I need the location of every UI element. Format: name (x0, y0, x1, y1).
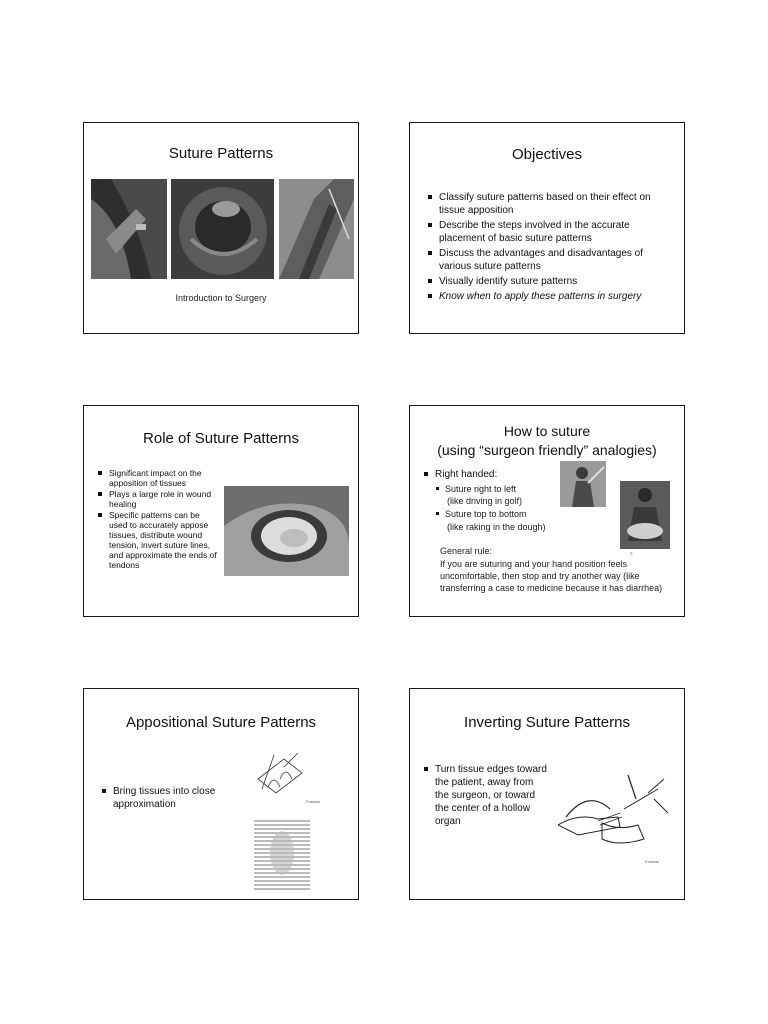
figure-credit: Fossum (645, 859, 660, 864)
sub-list (436, 508, 556, 520)
list-item: Suture right to left (436, 483, 556, 495)
list-item: Turn tissue edges toward the patient, away from the surgeon, or toward the center of a hollow organ (424, 763, 549, 828)
list-item: Classify suture patterns based on their effect on tissue apposition (428, 191, 673, 217)
slide-title: How to suture (503, 423, 591, 439)
list-item: Specific patterns can be used to accurately appose tissues, distribute wound tension, invert suture lines, and approximate the ends of tendons (98, 510, 218, 570)
wound-photo (224, 486, 349, 576)
golfer-photo (560, 461, 606, 507)
slide-title: Role of Suture Patterns (143, 430, 299, 447)
slide-title: Objectives (511, 146, 583, 163)
sub-list (436, 483, 556, 495)
slide-role-of-suture-patterns (83, 405, 359, 617)
list-item: Suture top to bottom (436, 508, 556, 520)
slide-title: Appositional Suture Patterns (125, 714, 317, 731)
list-item: Bring tissues into close approximation (102, 785, 217, 811)
inverting-list (424, 763, 549, 828)
surgery-photo-3 (279, 179, 354, 279)
suture-illustration (254, 817, 310, 895)
objectives-list (428, 191, 673, 305)
inverting-suture-diagram (558, 769, 678, 857)
slide-title: Inverting Suture Patterns (464, 714, 630, 731)
slide-appositional-suture-patterns (83, 688, 359, 900)
right-handed-list (424, 468, 554, 481)
list-item: Discuss the advantages and disadvantages of various suture patterns (428, 247, 673, 273)
surgery-photo-2 (171, 179, 274, 279)
slide-caption: Introduction to Surgery (175, 293, 267, 303)
rule-text: If you are suturing and your hand position feels uncomfortable, then stop and try another way (like transferring a case to medicine because it has diarrhea) (440, 559, 663, 593)
slide-objectives (409, 122, 685, 334)
slide-how-to-suture: How to suture (using “surgeon friendly” analogies) Right handed: Suture right to left (like driving in golf) Suture top to bottom (like raking in the dough) © General rule: If you are suturing and your hand position feels uncomfortable, then stop and try another way (like transferring a case to medicine because it has diarrhea) (409, 405, 685, 617)
list-item: Know when to apply these patterns in surgery (428, 290, 673, 303)
rule-label: General rule: (440, 546, 493, 556)
surgery-photo-1 (91, 179, 167, 279)
slide-subtitle: (using “surgeon friendly” analogies) (437, 442, 657, 458)
slide-suture-patterns (83, 122, 359, 334)
appositional-list (102, 785, 217, 811)
sub-note: (like raking in the dough) (447, 522, 546, 532)
sub-note: (like driving in golf) (447, 496, 523, 506)
list-item: Right handed: (424, 468, 554, 481)
slide-title: Suture Patterns (168, 145, 274, 162)
suture-diagram (254, 749, 306, 803)
figure-credit: Fossum (306, 799, 321, 804)
list-item: Significant impact on the apposition of tissues (98, 468, 218, 488)
role-list (98, 468, 218, 571)
slide-inverting-suture-patterns (409, 688, 685, 900)
list-item: Describe the steps involved in the accurate placement of basic suture patterns (428, 219, 673, 245)
list-item: Visually identify suture patterns (428, 275, 673, 288)
list-item: Plays a large role in wound healing (98, 489, 218, 509)
baker-photo (620, 481, 670, 549)
